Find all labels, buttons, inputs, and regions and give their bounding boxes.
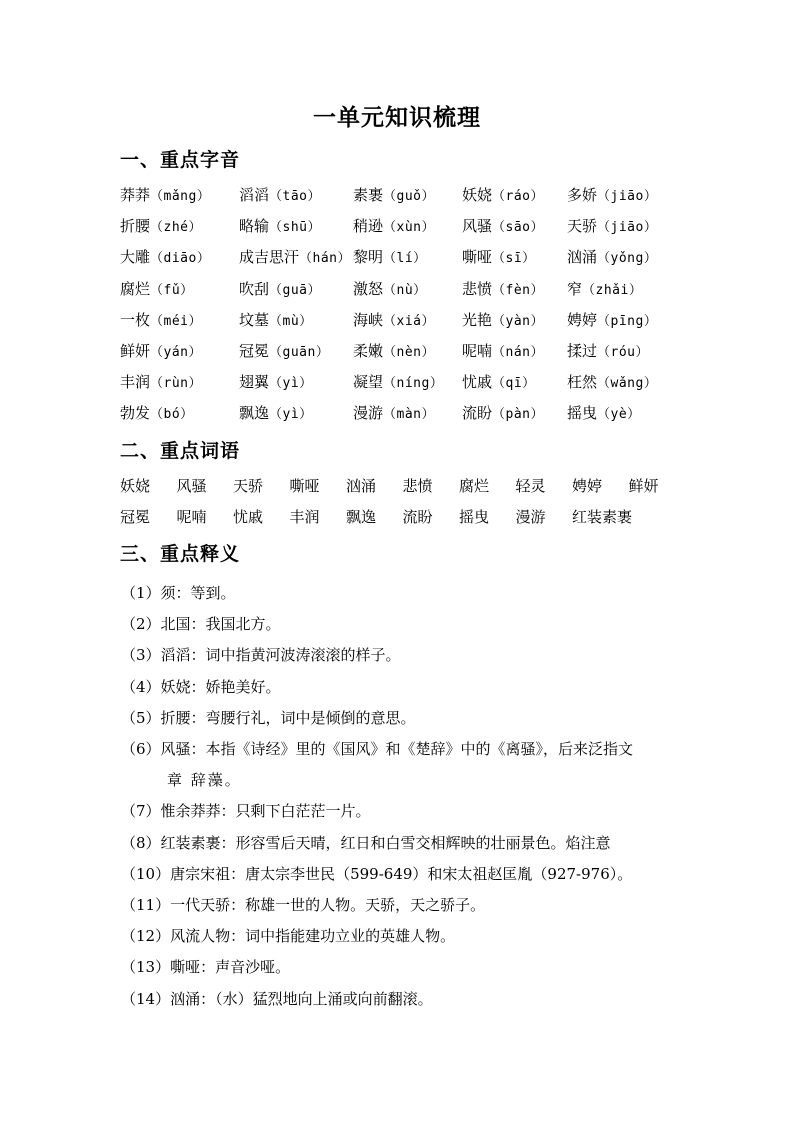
pronunciation-reading: （pīng）: [597, 313, 658, 329]
pronunciation-reading: （diāo）: [150, 251, 211, 267]
pronunciation-word: 窄: [567, 279, 583, 298]
pronunciation-item: [462, 180, 567, 211]
definition-item: （1）须：等到。: [121, 584, 236, 602]
pronunciation-reading: （mǎng）: [150, 189, 211, 204]
definition-item: （6）风骚：本指《诗经》里的《国风》和《楚辞》中的《离骚》，后来泛指文: [121, 740, 634, 759]
pronunciation-reading: （ráo）: [492, 189, 544, 204]
pronunciation-reading: （méi）: [150, 313, 202, 329]
pronunciation-word: 莽莽: [120, 186, 151, 204]
pronunciation-word: 光艳: [462, 310, 493, 329]
pronunciation-reading: （fèn）: [492, 282, 544, 298]
pronunciation-word: 鲜妍: [120, 341, 151, 360]
pronunciation-item: [120, 336, 239, 367]
pronunciation-word: 勃发: [120, 404, 151, 423]
pronunciation-reading: （níng）: [383, 376, 444, 392]
pronunciation-item: [239, 180, 353, 211]
vocabulary-word: 冠冕: [120, 508, 151, 526]
pronunciation-word: 忧戚: [462, 373, 493, 392]
section-heading-pronunciation: 一、重点字音: [120, 149, 241, 171]
pronunciation-reading: （hán）: [299, 251, 351, 267]
vocabulary-word: 摇曳: [459, 508, 490, 526]
pronunciation-reading: （màn）: [383, 407, 435, 423]
pronunciation-reading: （xiá）: [383, 313, 435, 329]
vocabulary-word: 轻灵: [515, 477, 546, 495]
pronunciation-reading: （shū）: [269, 220, 321, 236]
definition-item-continuation: 章 辞藻。: [167, 771, 242, 790]
pronunciation-item: [567, 274, 700, 305]
pronunciation-word: 翅翼: [239, 373, 270, 392]
pronunciation-word: 悲愤: [462, 279, 493, 298]
pronunciation-item: [462, 305, 567, 336]
pronunciation-item: [120, 274, 239, 305]
pronunciation-word: 漫游: [353, 404, 384, 423]
definition-item: （3）滔滔：词中指黄河波涛滚滚的样子。: [121, 646, 401, 665]
definition-item: （10）唐宗宋祖：唐太宗李世民（599-649）和宋太祖赵匡胤（927-976）。: [121, 864, 633, 883]
pronunciation-word: 流盼: [462, 404, 493, 423]
pronunciation-item: [567, 180, 700, 211]
pronunciation-reading: （yàn）: [492, 313, 544, 329]
pronunciation-reading: （yè）: [597, 407, 641, 423]
vocabulary-word: 丰润: [289, 508, 320, 526]
pronunciation-word: 多娇: [567, 186, 598, 204]
pronunciation-reading: （qī）: [492, 376, 536, 392]
pronunciation-word: 黎明: [353, 248, 384, 267]
pronunciation-word: 激怒: [353, 279, 384, 298]
pronunciation-item: [239, 211, 353, 242]
pronunciation-word: 一枚: [120, 310, 151, 329]
pronunciation-word: 海峡: [353, 310, 384, 329]
pronunciation-reading: （guǒ）: [383, 189, 435, 204]
pronunciation-word: 汹涌: [567, 248, 598, 267]
pronunciation-item: [120, 180, 239, 211]
pronunciation-item: [462, 398, 567, 429]
pronunciation-item: [239, 242, 353, 273]
pronunciation-reading: （guān）: [269, 344, 330, 360]
pronunciation-reading: （yán）: [150, 344, 202, 360]
vocabulary-word: 风骚: [176, 477, 207, 495]
pronunciation-word: 吹刮: [239, 279, 270, 298]
pronunciation-word: 滔滔: [239, 186, 270, 204]
vocabulary-list: [120, 471, 700, 533]
pronunciation-word: 素裹: [353, 186, 384, 204]
pronunciation-reading: （guā）: [269, 282, 321, 298]
section-heading-definitions: 三、重点释义: [120, 543, 241, 565]
pronunciation-reading: （sī）: [492, 251, 536, 267]
pronunciation-reading: （mù）: [269, 313, 313, 329]
pronunciation-item: [239, 305, 353, 336]
pronunciation-item: [567, 367, 700, 398]
pronunciation-item: [462, 274, 567, 305]
definition-item: （8）红装素裹：形容雪后天晴，红日和白雪交相辉映的壮丽景色。焰注意: [121, 833, 611, 852]
pronunciation-reading: （wǎng）: [597, 376, 658, 392]
vocabulary-word: 嘶哑: [289, 477, 320, 495]
vocabulary-word: 鲜妍: [628, 477, 659, 495]
vocabulary-row-1: [120, 471, 700, 502]
pronunciation-item: [353, 180, 462, 211]
definition-item: （5）折腰：弯腰行礼，词中是倾倒的意思。: [121, 708, 416, 727]
pronunciation-item: [120, 367, 239, 398]
pronunciation-grid: [120, 180, 700, 430]
pronunciation-reading: （lí）: [383, 251, 427, 267]
definition-item: （11）一代天骄：称雄一世的人物。天骄，天之骄子。: [121, 896, 486, 915]
pronunciation-word: 柔嫩: [353, 341, 384, 360]
vocabulary-word: 漫游: [515, 508, 546, 526]
vocabulary-word: 天骄: [233, 477, 264, 495]
vocabulary-word: 呢喃: [176, 508, 207, 526]
pronunciation-item: [462, 367, 567, 398]
pronunciation-word: 略输: [239, 217, 270, 236]
pronunciation-word: 稍逊: [353, 217, 384, 236]
pronunciation-item: [353, 367, 462, 398]
definition-item: （2）北国：我国北方。: [121, 615, 281, 634]
pronunciation-word: 飘逸: [239, 404, 270, 423]
pronunciation-item: [567, 336, 700, 367]
pronunciation-word: 揉过: [567, 341, 598, 360]
definition-item: （4）妖娆：娇艳美好。: [121, 677, 281, 696]
pronunciation-item: [120, 305, 239, 336]
pronunciation-word: 风骚: [462, 217, 493, 236]
pronunciation-item: [353, 242, 462, 273]
pronunciation-item: [567, 242, 700, 273]
pronunciation-reading: （nán）: [492, 344, 544, 360]
vocabulary-row-2: [120, 502, 700, 533]
pronunciation-reading: （yì）: [269, 407, 313, 423]
pronunciation-reading: （fǔ）: [150, 282, 194, 298]
pronunciation-item: [567, 398, 700, 429]
vocabulary-word: 流盼: [402, 508, 433, 526]
pronunciation-reading: （nèn）: [383, 344, 435, 360]
pronunciation-word: 凝望: [353, 373, 384, 392]
pronunciation-reading: （bó）: [150, 407, 194, 423]
page-title: 一单元知识梳理: [313, 104, 481, 131]
definition-list: [121, 578, 681, 1015]
pronunciation-reading: （jiāo）: [597, 220, 658, 236]
pronunciation-reading: （tāo）: [269, 189, 321, 204]
pronunciation-item: [239, 398, 353, 429]
pronunciation-reading: （yì）: [269, 376, 313, 392]
pronunciation-word: 摇曳: [567, 404, 598, 423]
pronunciation-item: [462, 336, 567, 367]
pronunciation-item: [120, 242, 239, 273]
section-heading-vocabulary: 二、重点词语: [120, 440, 241, 462]
vocabulary-word: 汹涌: [346, 477, 377, 495]
pronunciation-item: [239, 367, 353, 398]
pronunciation-reading: （pàn）: [492, 407, 544, 423]
pronunciation-reading: （yǒng）: [597, 251, 658, 267]
pronunciation-word: 呢喃: [462, 341, 493, 360]
pronunciation-item: [567, 305, 700, 336]
pronunciation-reading: （jiāo）: [597, 189, 658, 204]
pronunciation-item: [120, 211, 239, 242]
pronunciation-item: [462, 211, 567, 242]
pronunciation-item: [353, 305, 462, 336]
pronunciation-reading: （xùn）: [383, 220, 435, 236]
pronunciation-word: 折腰: [120, 217, 151, 236]
pronunciation-word: 腐烂: [120, 279, 151, 298]
pronunciation-reading: （rùn）: [150, 376, 202, 392]
pronunciation-word: 成吉思汗: [239, 248, 300, 267]
pronunciation-reading: （zhé）: [150, 220, 202, 236]
pronunciation-item: [567, 211, 700, 242]
pronunciation-word: 冠冕: [239, 341, 270, 360]
pronunciation-word: 丰润: [120, 373, 151, 392]
pronunciation-word: 枉然: [567, 373, 598, 392]
definition-item: （7）惟余莽莽：只剩下白茫茫一片。: [121, 802, 371, 821]
vocabulary-word: 飘逸: [346, 508, 377, 526]
vocabulary-word: 忧戚: [233, 508, 264, 526]
pronunciation-item: [353, 274, 462, 305]
pronunciation-reading: （róu）: [597, 344, 649, 360]
pronunciation-item: [353, 336, 462, 367]
pronunciation-item: [353, 211, 462, 242]
pronunciation-item: [462, 242, 567, 273]
vocabulary-word: 红装素裹: [572, 508, 633, 526]
pronunciation-item: [120, 398, 239, 429]
definition-item: （12）风流人物：词中指能建功立业的英雄人物。: [121, 927, 456, 946]
vocabulary-word: 腐烂: [459, 477, 490, 495]
pronunciation-word: 娉婷: [567, 310, 598, 329]
pronunciation-reading: （sāo）: [492, 220, 544, 236]
pronunciation-word: 妖娆: [462, 186, 493, 204]
pronunciation-item: [353, 398, 462, 429]
pronunciation-reading: （nù）: [383, 282, 427, 298]
pronunciation-item: [239, 274, 353, 305]
pronunciation-item: [239, 336, 353, 367]
vocabulary-word: 妖娆: [120, 477, 151, 495]
vocabulary-word: 悲愤: [402, 477, 433, 495]
definition-item: （14）汹涌：（水）猛烈地向上涌或向前翻滚。: [121, 989, 433, 1008]
pronunciation-word: 嘶哑: [462, 248, 493, 267]
definition-item: （13）嘶哑：声音沙哑。: [121, 958, 291, 977]
vocabulary-word: 娉婷: [572, 477, 603, 495]
pronunciation-word: 天骄: [567, 217, 598, 236]
pronunciation-word: 大雕: [120, 248, 151, 267]
pronunciation-reading: （zhǎi）: [582, 282, 643, 298]
pronunciation-word: 坟墓: [239, 310, 270, 329]
